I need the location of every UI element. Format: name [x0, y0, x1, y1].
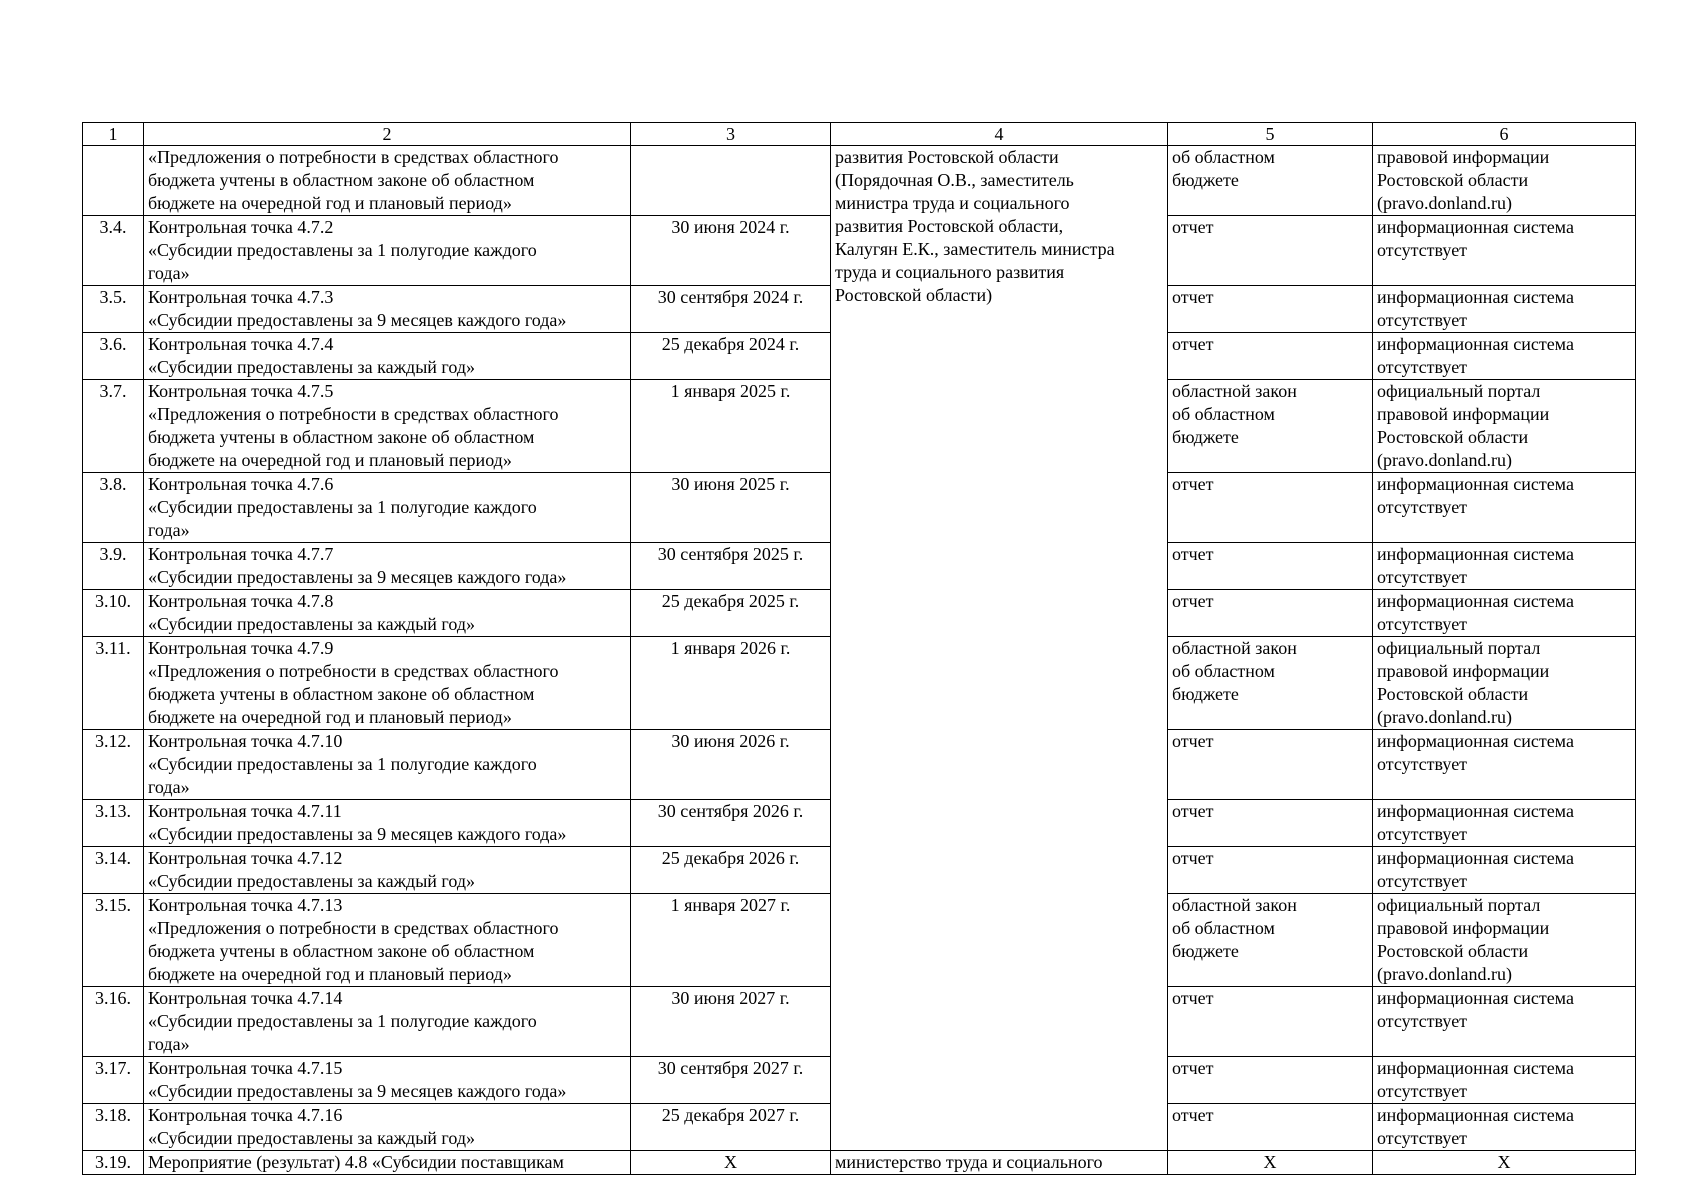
description-line: Контрольная точка 4.7.10: [148, 731, 343, 751]
document-type-line: отчет: [1172, 988, 1214, 1008]
description-line: бюджета учтены в областном законе об областном: [148, 684, 535, 704]
description-line: «Предложения о потребности в средствах областного: [148, 404, 559, 424]
document-type-cell: [1168, 146, 1373, 216]
description-cell: [144, 543, 631, 590]
information-system-line: информационная система: [1377, 848, 1574, 868]
document-type-cell: [1168, 473, 1373, 543]
responsible-cell: министерство труда и социального: [831, 1151, 1168, 1175]
description-line: бюджете на очередной год и плановый период»: [148, 964, 512, 984]
column-header: 2: [144, 123, 631, 146]
document-type-line: областной закон: [1172, 638, 1297, 658]
description-line: «Субсидии предоставлены за каждый год»: [148, 357, 475, 377]
column-header: 1: [83, 123, 144, 146]
information-system-line: информационная система: [1377, 474, 1574, 494]
description-line: года»: [148, 263, 190, 283]
information-system-cell: [1373, 473, 1636, 543]
table-body: [83, 123, 1636, 1175]
description-line: Контрольная точка 4.7.6: [148, 474, 334, 494]
description-line: Контрольная точка 4.7.8: [148, 591, 334, 611]
row-number-cell: 3.10.: [83, 590, 144, 637]
document-type-cell: [1168, 216, 1373, 286]
information-system-line: отсутствует: [1377, 567, 1468, 587]
description-line: Контрольная точка 4.7.3: [148, 287, 334, 307]
deadline-cell: 25 декабря 2024 г.: [631, 333, 831, 380]
information-system-cell: [1373, 847, 1636, 894]
information-system-line: (pravo.donland.ru): [1377, 707, 1512, 727]
responsible-line: (Порядочная О.В., заместитель: [835, 170, 1074, 190]
information-system-cell: [1373, 637, 1636, 730]
information-system-cell: [1373, 800, 1636, 847]
information-system-cell: [1373, 333, 1636, 380]
description-line: бюджета учтены в областном законе об областном: [148, 427, 535, 447]
information-system-cell: [1373, 1104, 1636, 1151]
description-cell: [144, 894, 631, 987]
row-number-cell: 3.17.: [83, 1057, 144, 1104]
description-line: Контрольная точка 4.7.12: [148, 848, 343, 868]
document-type-line: об областном: [1172, 918, 1275, 938]
row-number-cell: 3.12.: [83, 730, 144, 800]
document-type-cell: [1168, 637, 1373, 730]
document-type-line: отчет: [1172, 217, 1214, 237]
description-line: года»: [148, 777, 190, 797]
information-system-line: информационная система: [1377, 217, 1574, 237]
description-line: «Субсидии предоставлены за 1 полугодие каждого: [148, 1011, 537, 1031]
column-header: 3: [631, 123, 831, 146]
information-system-line: официальный портал: [1377, 895, 1541, 915]
column-header: 5: [1168, 123, 1373, 146]
deadline-cell: 30 июня 2024 г.: [631, 216, 831, 286]
row-number-cell: 3.7.: [83, 380, 144, 473]
description-line: Контрольная точка 4.7.4: [148, 334, 334, 354]
information-system-line: информационная система: [1377, 287, 1574, 307]
deadline-cell: 30 сентября 2027 г.: [631, 1057, 831, 1104]
row-number-cell: 3.11.: [83, 637, 144, 730]
document-type-cell: [1168, 543, 1373, 590]
information-system-line: Ростовской области: [1377, 941, 1529, 961]
deadline-cell: 1 января 2025 г.: [631, 380, 831, 473]
responsible-line: развития Ростовской области: [835, 147, 1059, 167]
document-type-line: отчет: [1172, 1105, 1214, 1125]
description-line: «Субсидии предоставлены за 1 полугодие каждого: [148, 497, 537, 517]
information-system-line: информационная система: [1377, 591, 1574, 611]
information-system-line: Ростовской области: [1377, 684, 1529, 704]
document-type-line: отчет: [1172, 731, 1214, 751]
responsible-line: труда и социального развития: [835, 262, 1065, 282]
description-line: бюджета учтены в областном законе об областном: [148, 941, 535, 961]
information-system-cell: [1373, 987, 1636, 1057]
information-system-cell: [1373, 590, 1636, 637]
responsible-line: Калугян Е.К., заместитель министра: [835, 239, 1115, 259]
document-type-cell: [1168, 380, 1373, 473]
document-type-line: отчет: [1172, 287, 1214, 307]
description-line: «Субсидии предоставлены за 1 полугодие каждого: [148, 240, 537, 260]
document-type-line: отчет: [1172, 848, 1214, 868]
information-system-cell: X: [1373, 1151, 1636, 1175]
document-type-line: областной закон: [1172, 381, 1297, 401]
description-cell: [144, 987, 631, 1057]
description-cell: [144, 637, 631, 730]
information-system-line: отсутствует: [1377, 1011, 1468, 1031]
table-row: [83, 1151, 1636, 1175]
information-system-line: (pravo.donland.ru): [1377, 193, 1512, 213]
information-system-cell: [1373, 730, 1636, 800]
deadline-cell: 1 января 2027 г.: [631, 894, 831, 987]
deadline-cell: X: [631, 1151, 831, 1175]
row-number-cell: 3.13.: [83, 800, 144, 847]
document-type-line: бюджете: [1172, 684, 1239, 704]
description-line: «Предложения о потребности в средствах областного: [148, 661, 559, 681]
information-system-line: отсутствует: [1377, 614, 1468, 634]
description-line: Контрольная точка 4.7.7: [148, 544, 334, 564]
document-type-cell: [1168, 730, 1373, 800]
information-system-line: правовой информации: [1377, 147, 1550, 167]
information-system-line: информационная система: [1377, 1058, 1574, 1078]
information-system-line: Ростовской области: [1377, 427, 1529, 447]
responsible-line: Ростовской области): [835, 285, 993, 305]
description-cell: [144, 730, 631, 800]
responsible-line: министра труда и социального: [835, 193, 1070, 213]
information-system-line: информационная система: [1377, 731, 1574, 751]
deadline-cell: 30 сентября 2024 г.: [631, 286, 831, 333]
deadline-cell: 1 января 2026 г.: [631, 637, 831, 730]
description-line: «Субсидии предоставлены за 9 месяцев каждого года»: [148, 310, 567, 330]
description-line: «Субсидии предоставлены за 1 полугодие каждого: [148, 754, 537, 774]
description-line: Контрольная точка 4.7.15: [148, 1058, 343, 1078]
table-row: [83, 146, 1636, 216]
description-cell: [144, 847, 631, 894]
description-line: «Субсидии предоставлены за каждый год»: [148, 1128, 475, 1148]
document-type-line: областной закон: [1172, 895, 1297, 915]
description-line: года»: [148, 520, 190, 540]
document-page: [82, 122, 1635, 1175]
row-number-cell: 3.14.: [83, 847, 144, 894]
row-number-cell: 3.8.: [83, 473, 144, 543]
document-type-cell: [1168, 800, 1373, 847]
description-line: бюджета учтены в областном законе об областном: [148, 170, 535, 190]
information-system-cell: [1373, 894, 1636, 987]
description-line: бюджете на очередной год и плановый период»: [148, 193, 512, 213]
description-cell: [144, 1104, 631, 1151]
information-system-line: официальный портал: [1377, 381, 1541, 401]
document-type-line: отчет: [1172, 1058, 1214, 1078]
document-type-line: бюджете: [1172, 941, 1239, 961]
information-system-cell: [1373, 286, 1636, 333]
description-line: «Предложения о потребности в средствах областного: [148, 918, 559, 938]
row-number-cell: 3.16.: [83, 987, 144, 1057]
description-cell: [144, 380, 631, 473]
information-system-cell: [1373, 216, 1636, 286]
document-type-line: об областном: [1172, 147, 1275, 167]
information-system-cell: [1373, 380, 1636, 473]
document-type-cell: [1168, 333, 1373, 380]
information-system-cell: [1373, 543, 1636, 590]
information-system-line: отсутствует: [1377, 754, 1468, 774]
description-cell: [144, 473, 631, 543]
information-system-line: (pravo.donland.ru): [1377, 964, 1512, 984]
information-system-line: отсутствует: [1377, 871, 1468, 891]
description-line: Контрольная точка 4.7.2: [148, 217, 334, 237]
control-points-table: [82, 122, 1636, 1175]
description-line: бюджете на очередной год и плановый период»: [148, 450, 512, 470]
description-line: Контрольная точка 4.7.5: [148, 381, 334, 401]
deadline-cell: 30 июня 2026 г.: [631, 730, 831, 800]
information-system-line: правовой информации: [1377, 918, 1550, 938]
description-line: «Субсидии предоставлены за каждый год»: [148, 614, 475, 634]
information-system-line: отсутствует: [1377, 1081, 1468, 1101]
responsible-cell: [831, 146, 1168, 1151]
description-cell: [144, 1057, 631, 1104]
description-line: «Субсидии предоставлены за каждый год»: [148, 871, 475, 891]
description-line: Контрольная точка 4.7.9: [148, 638, 334, 658]
deadline-cell: 25 декабря 2026 г.: [631, 847, 831, 894]
document-type-line: отчет: [1172, 334, 1214, 354]
row-number-cell: 3.6.: [83, 333, 144, 380]
column-number-header-row: [83, 123, 1636, 146]
deadline-cell: 25 декабря 2027 г.: [631, 1104, 831, 1151]
column-header: 4: [831, 123, 1168, 146]
row-number-cell: 3.15.: [83, 894, 144, 987]
deadline-cell: 30 сентября 2025 г.: [631, 543, 831, 590]
description-line: Мероприятие (результат) 4.8 «Субсидии поставщикам: [148, 1152, 564, 1172]
description-line: Контрольная точка 4.7.11: [148, 801, 342, 821]
row-number-cell: 3.18.: [83, 1104, 144, 1151]
document-type-cell: [1168, 1104, 1373, 1151]
information-system-line: (pravo.donland.ru): [1377, 450, 1512, 470]
document-type-cell: [1168, 987, 1373, 1057]
document-type-line: отчет: [1172, 801, 1214, 821]
description-cell: [144, 146, 631, 216]
information-system-line: официальный портал: [1377, 638, 1541, 658]
description-cell: [144, 1151, 631, 1175]
row-number-cell: [83, 146, 144, 216]
deadline-cell: 30 июня 2027 г.: [631, 987, 831, 1057]
document-type-cell: [1168, 894, 1373, 987]
row-number-cell: 3.19.: [83, 1151, 144, 1175]
description-line: «Субсидии предоставлены за 9 месяцев каждого года»: [148, 824, 567, 844]
description-line: Контрольная точка 4.7.16: [148, 1105, 343, 1125]
description-line: года»: [148, 1034, 190, 1054]
information-system-line: отсутствует: [1377, 310, 1468, 330]
document-type-line: бюджете: [1172, 427, 1239, 447]
information-system-line: отсутствует: [1377, 1128, 1468, 1148]
deadline-cell: 25 декабря 2025 г.: [631, 590, 831, 637]
description-cell: [144, 333, 631, 380]
deadline-cell: 30 июня 2025 г.: [631, 473, 831, 543]
row-number-cell: 3.9.: [83, 543, 144, 590]
document-type-cell: [1168, 286, 1373, 333]
row-number-cell: 3.4.: [83, 216, 144, 286]
information-system-cell: [1373, 1057, 1636, 1104]
information-system-line: информационная система: [1377, 544, 1574, 564]
document-type-cell: [1168, 1057, 1373, 1104]
description-cell: [144, 286, 631, 333]
deadline-cell: 30 сентября 2026 г.: [631, 800, 831, 847]
description-line: Контрольная точка 4.7.14: [148, 988, 343, 1008]
document-type-line: бюджете: [1172, 170, 1239, 190]
column-header: 6: [1373, 123, 1636, 146]
information-system-line: информационная система: [1377, 1105, 1574, 1125]
document-type-line: об областном: [1172, 661, 1275, 681]
information-system-line: информационная система: [1377, 988, 1574, 1008]
information-system-line: отсутствует: [1377, 824, 1468, 844]
description-line: «Предложения о потребности в средствах областного: [148, 147, 559, 167]
document-type-cell: X: [1168, 1151, 1373, 1175]
description-line: «Субсидии предоставлены за 9 месяцев каждого года»: [148, 567, 567, 587]
description-cell: [144, 800, 631, 847]
information-system-line: информационная система: [1377, 334, 1574, 354]
description-line: Контрольная точка 4.7.13: [148, 895, 343, 915]
document-type-line: отчет: [1172, 544, 1214, 564]
document-type-line: отчет: [1172, 591, 1214, 611]
description-line: «Субсидии предоставлены за 9 месяцев каждого года»: [148, 1081, 567, 1101]
information-system-line: отсутствует: [1377, 497, 1468, 517]
document-type-cell: [1168, 590, 1373, 637]
information-system-line: отсутствует: [1377, 357, 1468, 377]
deadline-cell: [631, 146, 831, 216]
description-cell: [144, 590, 631, 637]
information-system-line: правовой информации: [1377, 404, 1550, 424]
information-system-cell: [1373, 146, 1636, 216]
document-type-line: отчет: [1172, 474, 1214, 494]
information-system-line: отсутствует: [1377, 240, 1468, 260]
description-cell: [144, 216, 631, 286]
information-system-line: правовой информации: [1377, 661, 1550, 681]
document-type-line: об областном: [1172, 404, 1275, 424]
document-type-cell: [1168, 847, 1373, 894]
responsible-line: развития Ростовской области,: [835, 216, 1064, 236]
description-line: бюджете на очередной год и плановый период»: [148, 707, 512, 727]
information-system-line: информационная система: [1377, 801, 1574, 821]
information-system-line: Ростовской области: [1377, 170, 1529, 190]
row-number-cell: 3.5.: [83, 286, 144, 333]
